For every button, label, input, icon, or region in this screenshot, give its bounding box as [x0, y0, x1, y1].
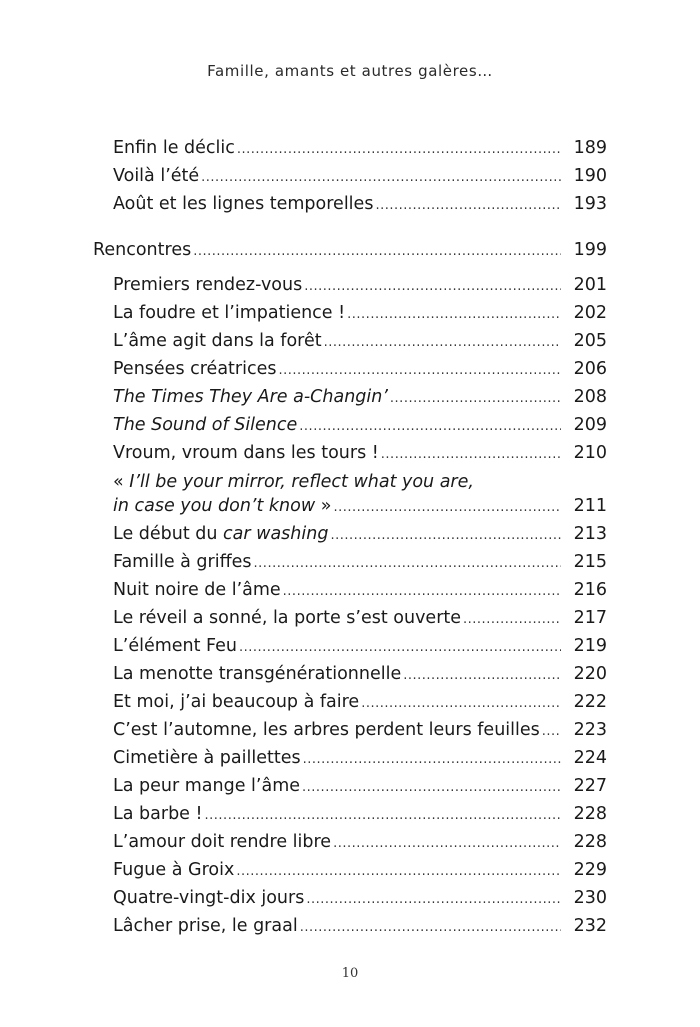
toc-section	[93, 236, 607, 264]
toc-entry-page: 217	[573, 608, 607, 628]
toc-entry	[113, 411, 607, 439]
toc-entry-title: Et moi, j’ai beaucoup à faire	[113, 692, 360, 712]
toc-entry	[113, 299, 607, 327]
toc-entry-page: 201	[573, 275, 607, 295]
toc-entry-page: 232	[573, 916, 607, 936]
toc-entry	[113, 383, 607, 411]
toc-entry	[113, 912, 607, 940]
toc-entry-page: 206	[573, 359, 607, 379]
toc-entry-title: Enfin le déclic	[113, 138, 235, 158]
toc-entry-title: Vroum, vroum dans les tours !	[113, 443, 379, 463]
toc-entry	[113, 856, 607, 884]
toc-entry-title: L’âme agit dans la forêt	[113, 331, 322, 351]
leader-dots	[239, 634, 561, 662]
leader-dots	[330, 522, 561, 550]
toc-entry-page: 211	[573, 496, 607, 516]
leader-dots	[306, 886, 561, 914]
toc-entry	[113, 162, 607, 190]
toc-entry-title: La menotte transgénérationnelle	[113, 664, 402, 684]
toc-entry-page: 209	[573, 415, 607, 435]
toc-entry	[113, 439, 607, 467]
toc-entry	[113, 688, 607, 716]
toc-entry	[113, 772, 607, 800]
toc-entry-page: 210	[573, 443, 607, 463]
toc-entry-title: The Sound of Silence	[113, 415, 298, 435]
toc-entry	[113, 190, 607, 218]
leader-dots	[303, 746, 561, 774]
toc-entry-title: La barbe !	[113, 804, 203, 824]
toc-entry-title: Cimetière à paillettes	[113, 748, 301, 768]
toc-entry-page: 223	[573, 720, 607, 740]
toc-entry-page: 220	[573, 664, 607, 684]
toc-entry-title: C’est l’automne, les arbres perdent leurs feuilles	[113, 720, 540, 740]
toc-entry-title: Pensées créatrices	[113, 359, 277, 379]
leader-dots	[304, 273, 561, 301]
toc-entry-title: Famille à griffes	[113, 552, 252, 572]
leader-dots	[403, 662, 561, 690]
toc-entry-title: Lâcher prise, le graal	[113, 916, 298, 936]
leader-dots	[390, 385, 561, 413]
toc-entry-title	[113, 520, 328, 548]
toc-entry	[113, 520, 607, 548]
toc-entry-title: Le réveil a sonné, la porte s’est ouverte	[113, 608, 462, 628]
toc-entry-title: L’élément Feu	[113, 636, 238, 656]
toc-entry-page: 227	[573, 776, 607, 796]
leader-dots	[193, 238, 561, 266]
running-head: Famille, amants et autres galères…	[207, 62, 493, 80]
toc-entry-page: 190	[573, 166, 607, 186]
toc-entry	[113, 134, 607, 162]
toc-entry-page: 228	[573, 832, 607, 852]
leader-dots	[254, 550, 561, 578]
leader-dots	[302, 774, 561, 802]
toc-entry	[113, 576, 607, 604]
title-italic: car washing	[223, 524, 329, 544]
leader-dots	[375, 192, 561, 220]
toc-entry	[113, 548, 607, 576]
leader-dots	[283, 578, 561, 606]
toc-entry	[113, 660, 607, 688]
leader-dots	[201, 164, 561, 192]
toc-entry-page: 219	[573, 636, 607, 656]
toc-entry-page: 229	[573, 860, 607, 880]
toc-section-page: 199	[573, 240, 607, 260]
leader-dots	[361, 690, 561, 718]
toc-entry-title: Fugue à Groix	[113, 860, 235, 880]
leader-dots	[299, 413, 561, 441]
toc-entry-title: Nuit noire de l’âme	[113, 580, 281, 600]
toc-entry-title: The Times They Are a-Changin’	[113, 387, 388, 407]
title-prefix: Le début du	[113, 524, 224, 544]
open-quote: «	[113, 472, 130, 492]
leader-dots	[333, 830, 561, 858]
close-quote: »	[315, 496, 332, 516]
leader-dots	[236, 858, 561, 886]
toc-entry-title: Voilà l’été	[113, 166, 200, 186]
toc-entry-page: 228	[573, 804, 607, 824]
toc-entry-page: 213	[573, 524, 607, 544]
leader-dots	[463, 606, 561, 634]
toc-entry-page: 189	[573, 138, 607, 158]
leader-dots	[381, 441, 561, 469]
toc-entry	[113, 604, 607, 632]
toc-entry-title: Août et les lignes temporelles	[113, 194, 374, 214]
toc-entry-page: 222	[573, 692, 607, 712]
toc-entry-page: 202	[573, 303, 607, 323]
toc-entry-page: 215	[573, 552, 607, 572]
toc-entry	[113, 271, 607, 299]
toc-entry	[113, 632, 607, 660]
toc-entry	[113, 828, 607, 856]
leader-dots	[542, 718, 561, 746]
toc-entry	[113, 327, 607, 355]
toc-section-title: Rencontres	[93, 240, 192, 260]
toc-entry	[113, 355, 607, 383]
toc-entry-page: 230	[573, 888, 607, 908]
toc-entry-page: 193	[573, 194, 607, 214]
toc-entry-title: L’amour doit rendre libre	[113, 832, 332, 852]
toc-entry-page: 205	[573, 331, 607, 351]
toc-entry-page: 216	[573, 580, 607, 600]
leader-dots	[324, 329, 561, 357]
toc-entry-title: La peur mange l’âme	[113, 776, 301, 796]
quote-line1-text: I’ll be your mirror, reflect what you are,	[129, 472, 474, 492]
toc-entry-page: 224	[573, 748, 607, 768]
leader-dots	[347, 301, 561, 329]
leader-dots	[300, 914, 561, 942]
toc-entry-title: La foudre et l’impatience !	[113, 303, 346, 323]
leader-dots	[237, 136, 561, 164]
toc-entry-title	[113, 492, 331, 520]
page-number: 10	[341, 966, 359, 981]
toc-entry	[113, 800, 607, 828]
quote-line2-text: in case you don’t know	[113, 496, 316, 516]
leader-dots	[333, 494, 561, 522]
toc-entry	[113, 884, 607, 912]
toc-entry-title: Premiers rendez-vous	[113, 275, 303, 295]
toc-entry	[113, 744, 607, 772]
leader-dots	[278, 357, 561, 385]
toc-entry-title: Quatre-vingt-dix jours	[113, 888, 305, 908]
toc-entry	[113, 492, 607, 520]
toc-entry	[113, 716, 607, 744]
leader-dots	[205, 802, 561, 830]
toc-entry-page: 208	[573, 387, 607, 407]
